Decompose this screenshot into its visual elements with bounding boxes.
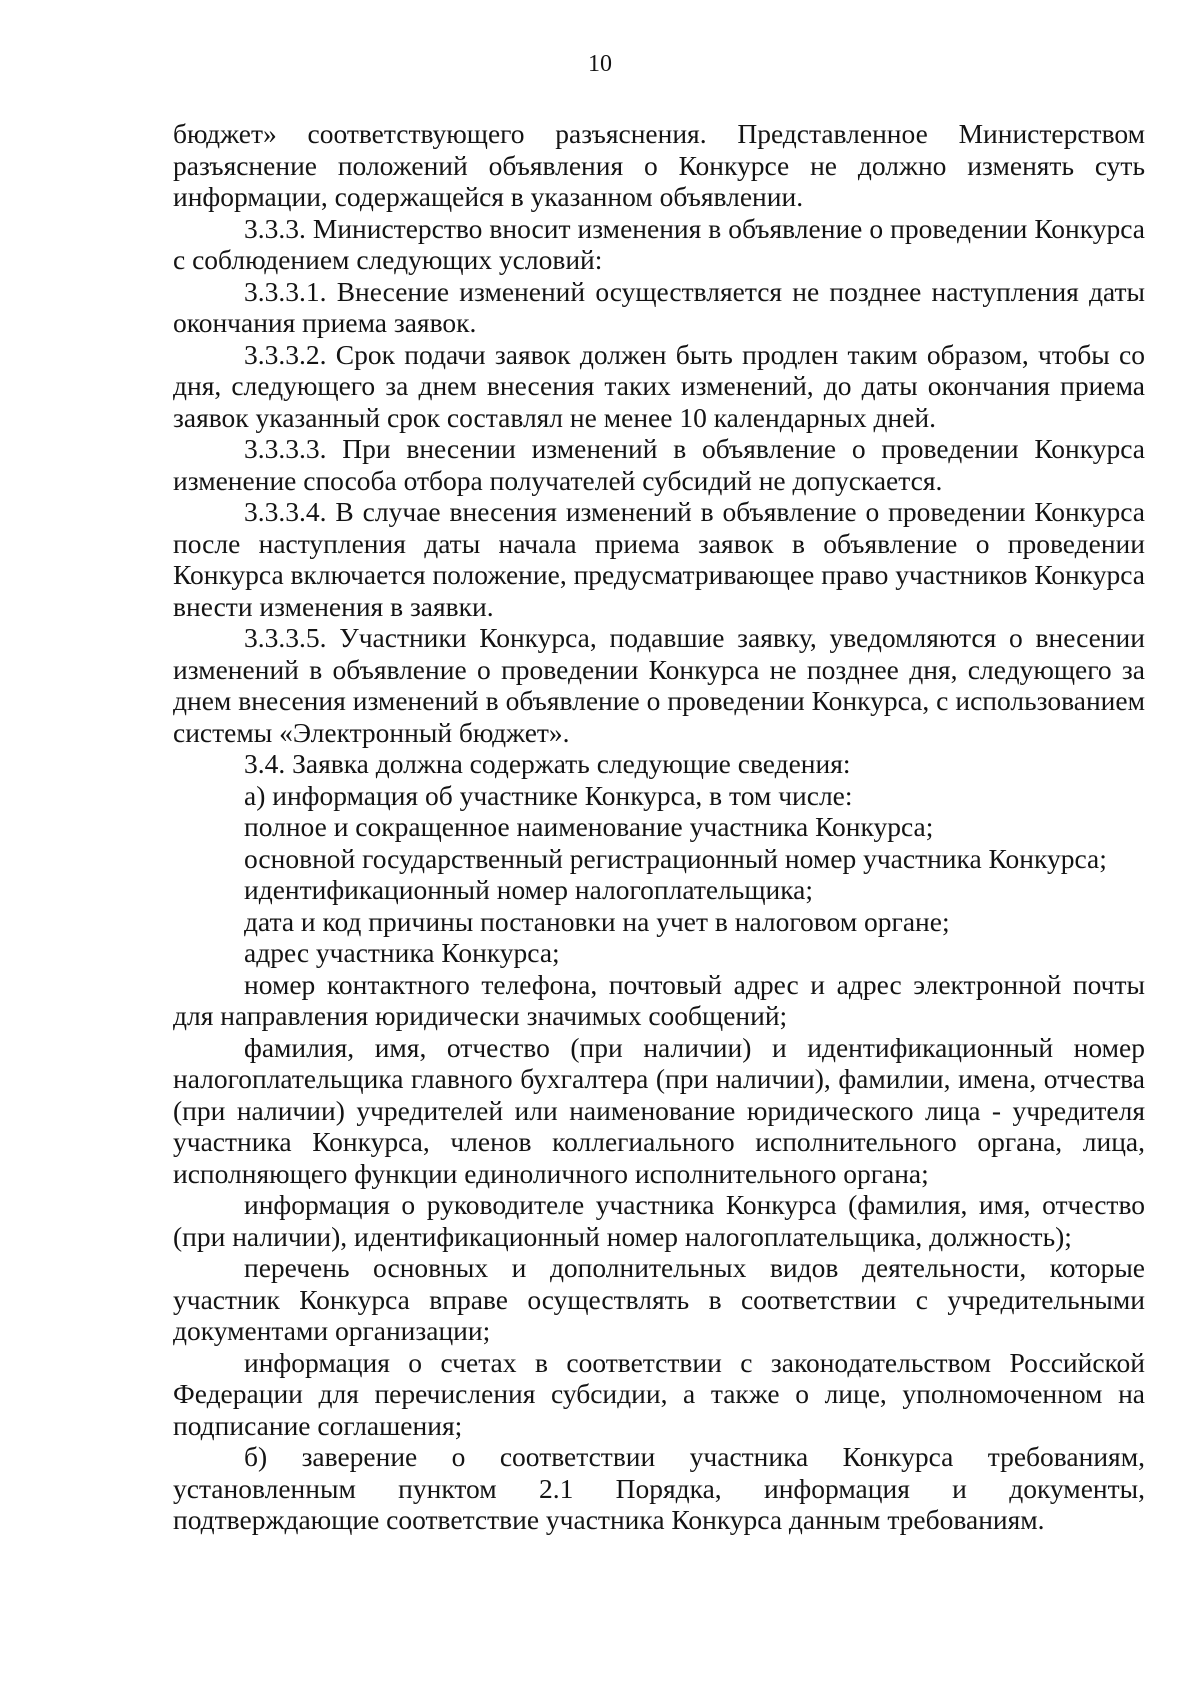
list-item-ogrn: основной государственный регистрационный номер участника Конкурса; <box>244 842 1107 874</box>
list-item-contacts: номер контактного телефона, почтовый адрес и адрес электронной почты для направления юридически значимых сообщений; <box>173 968 1145 1031</box>
list-item-activities: перечень основных и дополнительных видов деятельности, которые участник Конкурса вправе осуществлять в соответствии с учредительными документами организации; <box>173 1252 1145 1346</box>
list-item-kpp: дата и код причины постановки на учет в налоговом органе; <box>244 905 950 937</box>
list-item-full-name: полное и сокращенное наименование участника Конкурса; <box>244 811 934 842</box>
list-item-accountant-founders: фамилия, имя, отчество (при наличии) и идентификационный номер налогоплательщика главного бухгалтера (при наличии), фамилии, имена, отчества (при наличии) учредителей или наименование юридического лица - учредителя участника Конкурса, членов коллегиального исполнительного органа, лица, исполняющего функции единоличного исполнительного органа; <box>173 1031 1145 1189</box>
paragraph-3-3-3-4: 3.3.3.4. В случае внесения изменений в объявление о проведении Конкурса после наступления даты начала приема заявок в объявление о проведении Конкурса включается положение, предусматривающее право участников Конкурса внести изменения в заявки. <box>173 496 1145 622</box>
document-body <box>173 118 1145 1536</box>
list-item-address: адрес участника Конкурса; <box>244 937 560 968</box>
paragraph-3-3-3-2: 3.3.3.2. Срок подачи заявок должен быть продлен таким образом, чтобы со дня, следующего за днем внесения таких изменений, до даты окончания приема заявок указанный срок составлял не менее 10 календарных дней. <box>173 338 1145 433</box>
paragraph-3-3-3-1: 3.3.3.1. Внесение изменений осуществляется не позднее наступления даты окончания приема заявок. <box>173 275 1145 338</box>
list-item-inn: идентификационный номер налогоплательщика; <box>244 874 814 905</box>
paragraph-explanation-continuation: бюджет» соответствующего разъяснения. Представленное Министерством разъяснение положений объявления о Конкурсе не должно изменять суть информации, содержащейся в указанном объявлении. <box>173 118 1145 212</box>
page-number: 10 <box>588 51 612 77</box>
paragraph-3-3-3-5: 3.3.3.5. Участники Конкурса, подавшие заявку, уведомляются о внесении изменений в объявление о проведении Конкурса не позднее дня, следующего за днем внесения изменений в объявление о проведении Конкурса, с использованием системы «Электронный бюджет». <box>173 622 1145 748</box>
list-item-a: а) информация об участнике Конкурса, в том числе: <box>244 779 853 811</box>
list-item-accounts: информация о счетах в соответствии с законодательством Российской Федерации для перечисления субсидии, а также о лице, уполномоченном на подписание соглашения; <box>173 1346 1145 1441</box>
paragraph-3-3-3-3: 3.3.3.3. При внесении изменений в объявление о проведении Конкурса изменение способа отбора получателей субсидий не допускается. <box>173 433 1145 496</box>
list-item-b: б) заверение о соответствии участника Конкурса требованиям, установленным пунктом 2.1 Порядка, информация и документы, подтверждающие соответствие участника Конкурса данным требованиям. <box>173 1441 1145 1535</box>
paragraph-3-3-3: 3.3.3. Министерство вносит изменения в объявление о проведении Конкурса с соблюдением следующих условий: <box>173 212 1145 275</box>
paragraph-3-4: 3.4. Заявка должна содержать следующие сведения: <box>244 748 851 779</box>
list-item-head: информация о руководителе участника Конкурса (фамилия, имя, отчество (при наличии), идентификационный номер налогоплательщика, должность); <box>173 1189 1145 1252</box>
